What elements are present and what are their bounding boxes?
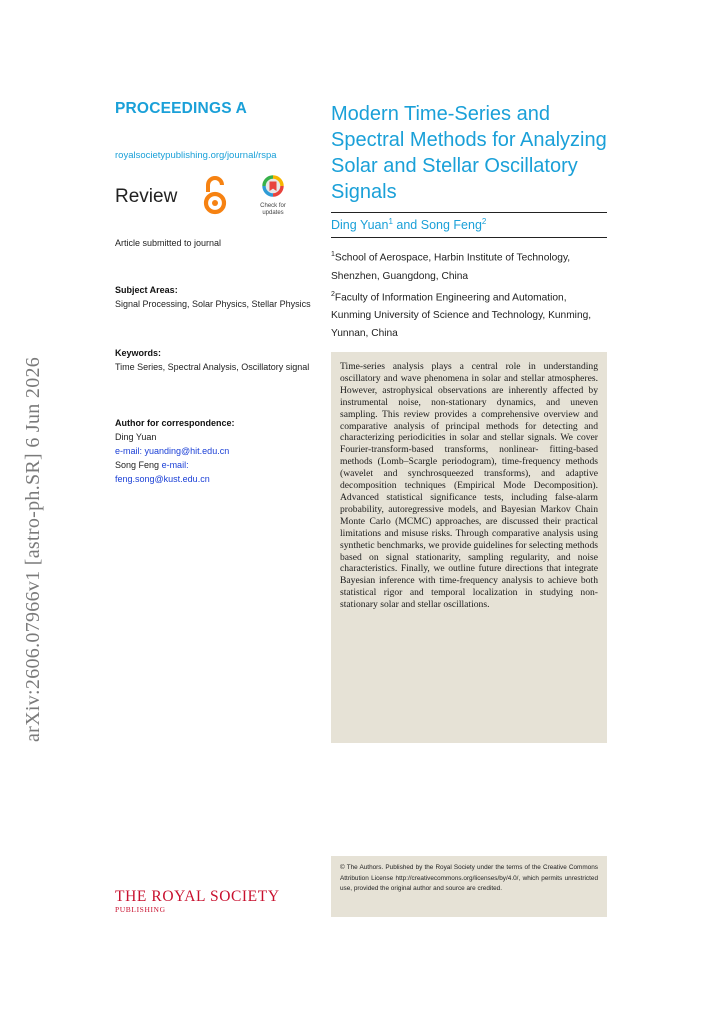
check-for-updates-label: Check for updates	[260, 203, 286, 216]
correspondence	[115, 416, 315, 486]
sidebar-column	[115, 100, 315, 484]
abstract-box	[331, 352, 607, 743]
paper-title: Modern Time-Series and Spectral Methods for Analyzing Solar and Stellar Oscillatory Signals	[331, 103, 607, 203]
abstract-text: Time-series analysis plays a central role in understanding oscillatory and wave phenomena in solar and stellar atmospheres. However, astrophysical observations are inherently affected by instrumental noise, non-stationary dynamics, and uneven sampling. This review provides a comprehensive overview and comparative analysis of principal methods for detecting and characterizing periodicities in solar and stellar signals. We cover Fourier-transform-based transforms, nonlinear- fitting-based methods (Lomb–Scargle periodogram), time-frequency methods (wavelet and synchrosqueezed transforms), and adaptive decomposition techniques (Empirical Mode Decomposition). Advanced statistical significance tests, including false-alarm probability, autoregressive models, and Bayesian Markov Chain Monte Carlo (MCMC) approaches, are discussed their practical limitations and misuse risks. Through comparative analysis using synthetic benchmarks, we provide guidelines for selecting methods based on signal stationarity, sampling regularity, and noise characteristics. Finally, we outline future directions that integrate Bayesian inference with time-frequency analysis to achieve both statistical rigor and temporal localization in studying non-stationary solar and stellar oscillations.	[340, 361, 598, 611]
affiliation-2	[331, 286, 607, 343]
author-1: Ding Yuan	[331, 218, 389, 233]
author-1-affiliation-mark: 1	[388, 217, 393, 226]
open-access-icon	[201, 175, 229, 220]
check-for-updates-badge[interactable]	[253, 175, 293, 216]
affiliation-2-text: Faculty of Information Engineering and Automation, Kunming University of Science and Technology, Kunming, Yunnan, China	[331, 291, 592, 339]
affiliation-1-mark: 1	[331, 251, 335, 259]
correspondence-email-2[interactable]: feng.song@kust.edu.cn	[115, 474, 210, 484]
affiliation-1	[331, 246, 607, 285]
subject-areas	[115, 283, 315, 311]
correspondence-name-1: Ding Yuan	[115, 432, 157, 442]
check-for-updates-icon	[262, 175, 284, 197]
title-rule-bottom	[331, 237, 607, 238]
affiliation-2-mark: 2	[331, 290, 335, 298]
publisher-logo	[115, 888, 280, 914]
license-text: © The Authors. Published by the Royal Society under the terms of the Creative Commons Attribution License http://creativecommons.org/licenses/by/4.0/, which permits unrestricted use, provided the original author and source are credited.	[340, 864, 598, 892]
subject-areas-heading: Subject Areas:	[115, 285, 178, 295]
correspondence-name-2: Song Feng	[115, 460, 160, 470]
arxiv-identifier: arXiv:2606.07966v1 [astro-ph.SR] 6 Jun 2026	[22, 356, 44, 742]
author-separator: and	[392, 218, 421, 233]
article-type: Review	[115, 186, 178, 207]
keywords	[115, 346, 315, 374]
article-type-row	[115, 175, 305, 220]
submission-note: Article submitted to journal	[115, 238, 222, 248]
author-line	[331, 213, 607, 237]
journal-url-link[interactable]: royalsocietypublishing.org/journal/rspa	[115, 150, 277, 161]
correspondence-heading: Author for correspondence:	[115, 418, 235, 428]
main-column	[331, 101, 607, 343]
affiliations	[331, 246, 607, 343]
correspondence-line-2	[115, 458, 315, 472]
publisher-subtitle: PUBLISHING	[115, 905, 166, 914]
keywords-heading: Keywords:	[115, 348, 162, 358]
license-box	[331, 856, 607, 917]
correspondence-email-1[interactable]: e-mail: yuanding@hit.edu.cn	[115, 446, 230, 456]
author-2: Song Feng	[420, 218, 482, 233]
affiliation-1-text: School of Aerospace, Harbin Institute of Technology, Shenzhen, Guangdong, China	[331, 252, 571, 282]
subject-areas-text: Signal Processing, Solar Physics, Stellar Physics	[115, 299, 311, 309]
keywords-text: Time Series, Spectral Analysis, Oscillatory signal	[115, 362, 310, 372]
correspondence-email-prefix[interactable]: e-mail:	[161, 460, 189, 470]
publisher-name: THE ROYAL SOCIETY	[115, 888, 280, 905]
author-2-affiliation-mark: 2	[481, 217, 487, 226]
journal-name: PROCEEDINGS A	[115, 100, 248, 117]
